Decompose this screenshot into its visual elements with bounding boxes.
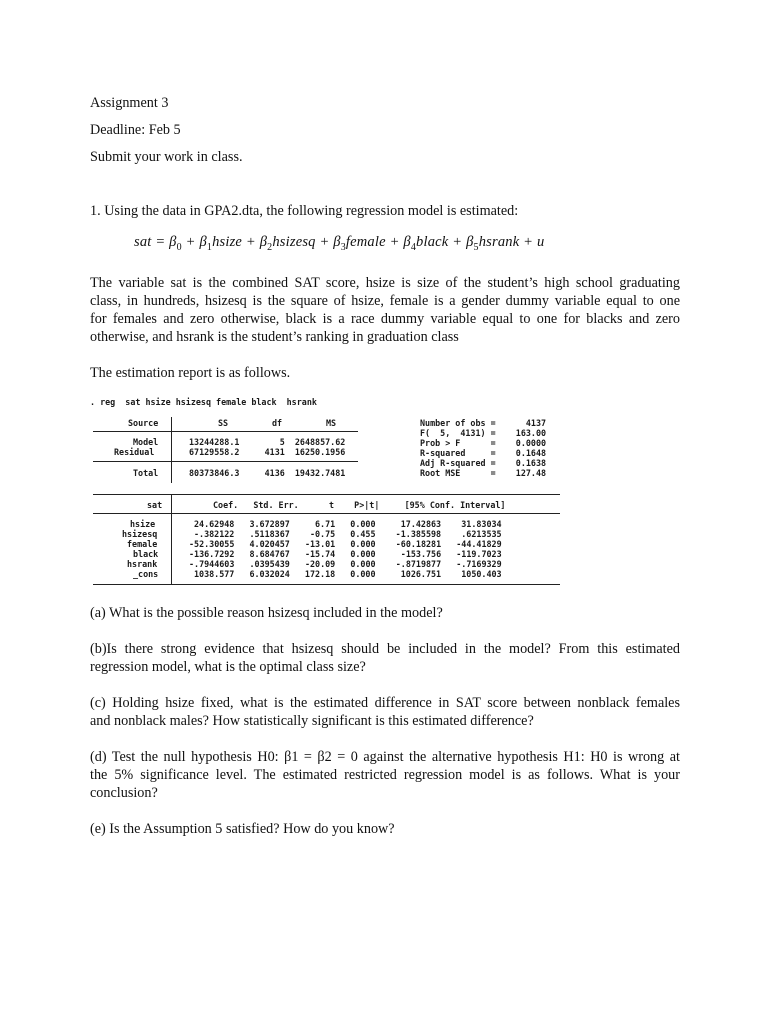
anova-row-residual: 67129558.2 4131 16250.1956 <box>189 447 346 457</box>
anova-header-df: df <box>272 418 283 428</box>
stat-line: Root MSE = 127.48 <box>420 468 547 478</box>
coef-row: -52.30055 4.020457 -13.01 0.000 -60.18281 -44.41829 <box>189 539 502 549</box>
report-intro: The estimation report is as follows. <box>90 365 291 381</box>
coef-header-cols: Coef. Std. Err. t P>|t| [95% Conf. Interval] <box>213 500 506 510</box>
divider <box>93 584 560 585</box>
coef-var: _cons <box>133 569 159 579</box>
submit-note: Submit your work in class. <box>90 149 243 165</box>
description-line: for females and zero otherwise, black is a race dummy variable equal to one for blacks and zero <box>90 311 680 327</box>
coef-row: -.382122 .5118367 -0.75 0.455 -1.385598 .6213535 <box>194 529 502 539</box>
anova-header-ss: SS <box>218 418 229 428</box>
divider <box>171 494 172 584</box>
question-b <box>90 640 680 676</box>
stat-line: Prob > F = 0.0000 <box>420 438 547 448</box>
coef-row: -.7944603 .0395439 -20.09 0.000 -.8719877 -.7169329 <box>189 559 502 569</box>
coef-header-dep: sat <box>147 500 163 510</box>
deadline: Deadline: Feb 5 <box>90 122 181 138</box>
divider <box>93 431 358 432</box>
stat-line: R-squared = 0.1648 <box>420 448 547 458</box>
divider <box>93 513 560 514</box>
anova-header: Source <box>128 418 159 428</box>
anova-row-residual-label: Residual <box>114 447 155 457</box>
description-line: The variable sat is the combined SAT score, hsize is size of the student’s high school graduating <box>90 275 680 291</box>
question-c <box>90 694 680 730</box>
coef-var: hsizesq <box>122 529 158 539</box>
coef-var: hsrank <box>127 559 158 569</box>
divider <box>93 461 358 462</box>
question-a: (a) What is the possible reason hsizesq included in the model? <box>90 605 443 621</box>
stata-command: . reg sat hsize hsizesq female black hsrank <box>90 397 317 407</box>
question-c-line: (c) Holding hsize fixed, what is the estimated difference in SAT score between nonblack females <box>90 695 680 711</box>
divider <box>171 417 172 483</box>
question-1-intro: 1. Using the data in GPA2.dta, the following regression model is estimated: <box>90 203 519 219</box>
anova-row-model-label: Model <box>133 437 159 447</box>
question-e: (e) Is the Assumption 5 satisfied? How do you know? <box>90 821 395 837</box>
coef-var: hsize <box>130 519 156 529</box>
variable-description <box>90 274 680 346</box>
anova-row-model: 13244288.1 5 2648857.62 <box>189 437 346 447</box>
coef-row: 1038.577 6.032024 172.18 0.000 1026.751 1050.403 <box>194 569 502 579</box>
anova-total: 80373846.3 4136 19432.7481 <box>189 468 346 478</box>
question-d <box>90 748 680 802</box>
anova-header-ms: MS <box>326 418 337 428</box>
anova-total-label: Total <box>133 468 159 478</box>
description-line: class, in hundreds, hsizesq is the square of hsize, female is a gender dummy variable equal to one <box>90 293 680 309</box>
question-b-line: (b)Is there strong evidence that hsizesq should be included in the model? From this estimated <box>90 641 680 657</box>
regression-equation: sat = $\beta_0$ + $\beta_1hsize$ + $\beta_2hsizesq$ + $\beta_3female$ + $\beta_4black$ + $\beta_5hsrank + u$ <box>134 234 545 253</box>
question-d-line: (d) Test the null hypothesis H0: β1 = β2 = 0 against the alternative hypothesis H1: H0 is wrong at <box>90 749 680 765</box>
coef-var: female <box>127 539 158 549</box>
coef-var: black <box>133 549 159 559</box>
question-d-line: conclusion? <box>90 785 158 801</box>
description-line: otherwise, and hsrank is the student’s ranking in graduation class <box>90 329 459 345</box>
question-b-line: regression model, what is the optimal class size? <box>90 659 366 675</box>
coef-row: -136.7292 8.684767 -15.74 0.000 -153.756 -119.7023 <box>189 549 502 559</box>
assignment-title: Assignment 3 <box>90 95 169 111</box>
coef-row: 24.62948 3.672897 6.71 0.000 17.42863 31.83034 <box>194 519 502 529</box>
question-c-line: and nonblack males? How statistically significant is this estimated difference? <box>90 713 534 729</box>
stat-line: Number of obs = 4137 <box>420 418 547 428</box>
stat-line: F( 5, 4131) = 163.00 <box>420 428 547 438</box>
question-d-line: the 5% significance level. The estimated restricted regression model is as follows. What is your <box>90 767 680 783</box>
stat-line: Adj R-squared = 0.1638 <box>420 458 547 468</box>
divider <box>93 494 560 495</box>
